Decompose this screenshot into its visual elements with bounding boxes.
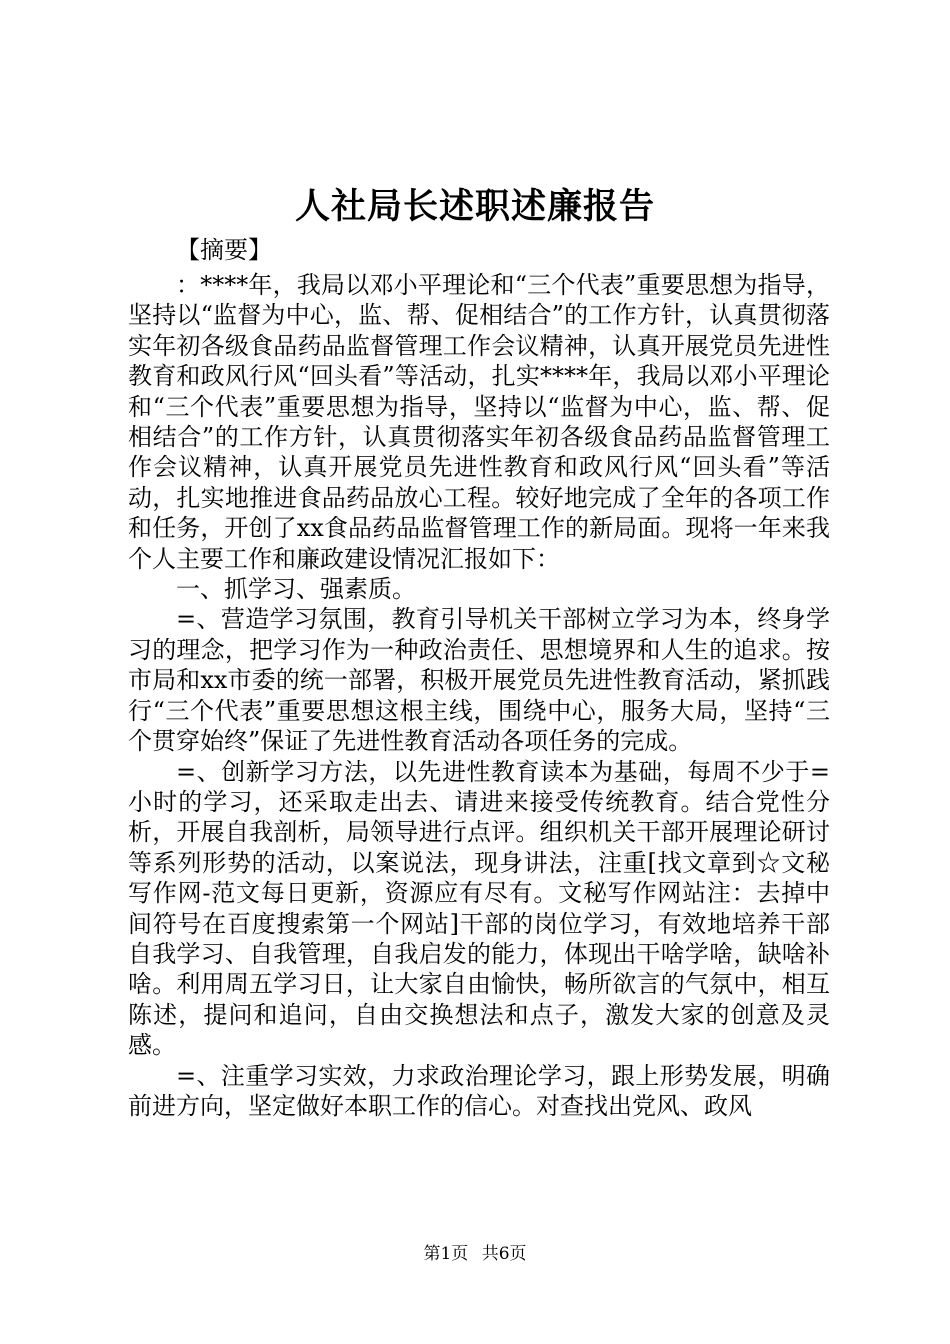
paragraph: 一、抓学习、强素质。 xyxy=(176,575,416,604)
page-total: 共6页 xyxy=(481,1244,527,1264)
paragraph: =、注重学习实效，力求政治理论学习，跟上形势发展，明确前进方向，坚定做好本职工作的信心。对查找出党风、政风 xyxy=(128,1061,830,1120)
paragraph: =、创新学习方法，以先进性教育读本为基础，每周不少于=小时的学习，还采取走出去、请进来接受传统教育。结合党性分析，开展自我剖析，局领导进行点评。组织机关干部开展理论研讨等系列形势的活动，以案说法，现身讲法，注重[找文章到☆文秘写作网-范文每日更新，资源应有尽有。文秘写作网站注：去掉中间符号在百度搜索第一个网站]干部的岗位学习，有效地培养干部自我学习、自我管理，自我启发的能力，体现出干啥学啥，缺啥补啥。利用周五学习日，让大家自由愉快，畅所欲言的气氛中，相互陈述，提问和追问，自由交换想法和点子，激发大家的创意及灵感。 xyxy=(128,757,830,1060)
paragraph: =、营造学习氛围，教育引导机关干部树立学习为本，终身学习的理念，把学习作为一种政治责任、思想境界和人生的追求。按市局和xx市委的统一部署，积极开展党员先进性教育活动，紧抓践行“三个代表”重要思想这根主线，围绕中心，服务大局，坚持“三个贯穿始终”保证了先进性教育活动各项任务的完成。 xyxy=(128,605,830,756)
paragraph: ：****年，我局以邓小平理论和“三个代表”重要思想为指导，坚持以“监督为中心，监、帮、促相结合”的工作方针，认真贯彻落实年初各级食品药品监督管理工作会议精神，认真开展党员先进性教育和政风行风“回头看”等活动，扎实****年，我局以邓小平理论和“三个代表”重要思想为指导，坚持以“监督为中心，监、帮、促相结合”的工作方针，认真贯彻落实年初各级食品药品监督管理工作会议精神，认真开展党员先进性教育和政风行风“回头看”等活动，扎实地推进食品药品放心工程。较好地完成了全年的各项工作和任务，开创了xx食品药品监督管理工作的新局面。现将一年来我个人主要工作和廉政建设情况汇报如下： xyxy=(128,271,830,573)
abstract-label: 【摘要】 xyxy=(176,236,272,264)
document-body xyxy=(128,270,830,1121)
page-footer xyxy=(0,1242,950,1266)
page-number: 第1页 xyxy=(423,1244,469,1264)
document-title: 人社局长述职述廉报告 xyxy=(294,186,655,227)
